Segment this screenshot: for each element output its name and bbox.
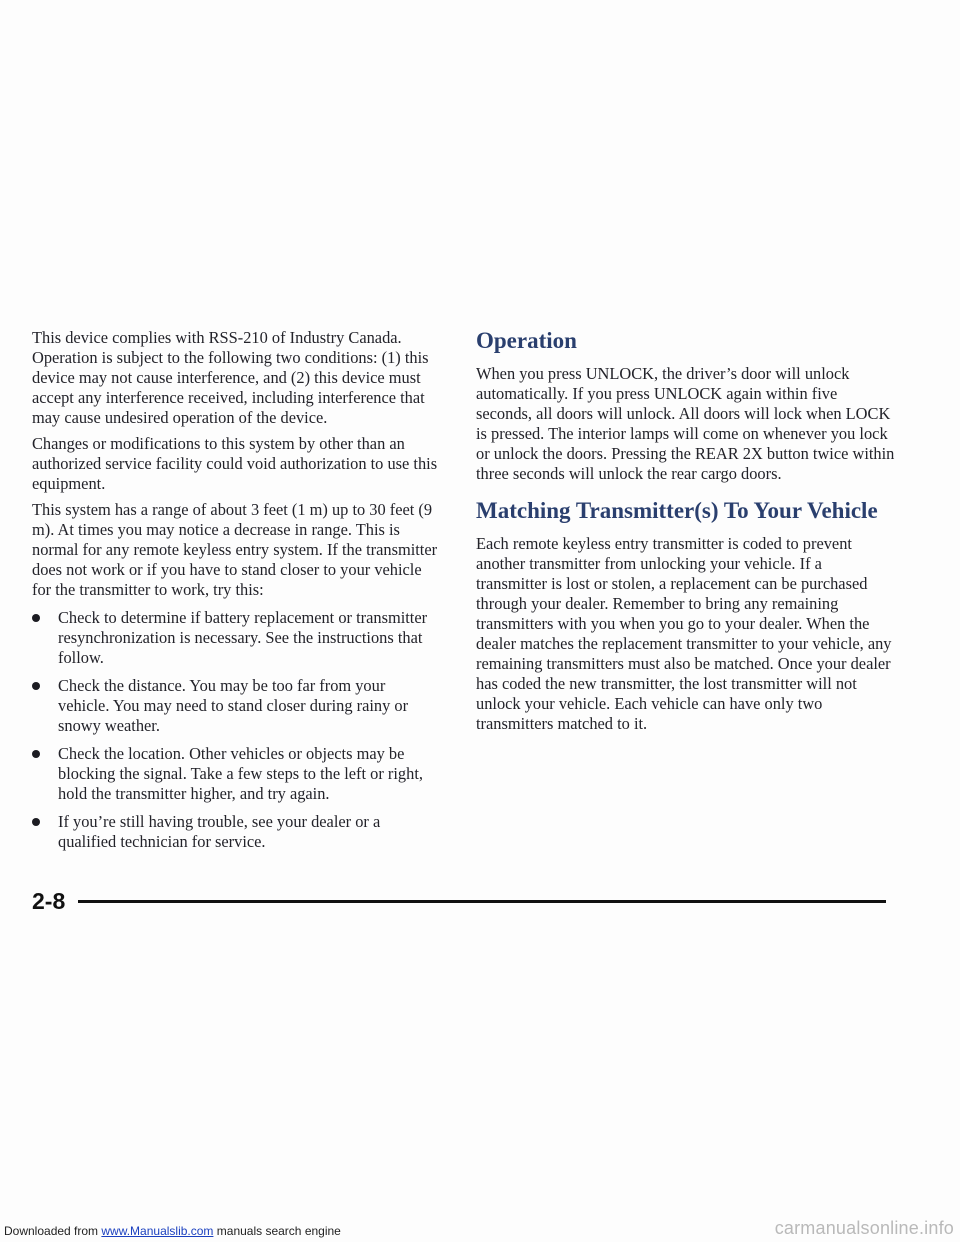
list-item (32, 744, 440, 804)
source-banner (4, 1224, 341, 1238)
modifications-paragraph: Changes or modifications to this system by other than an authorized service facility could void authorization to use this equipment. (32, 434, 438, 493)
source-prefix: Downloaded from (4, 1224, 102, 1238)
source-suffix: manuals search engine (213, 1224, 341, 1238)
operation-heading: Operation (476, 328, 577, 353)
bullet-icon (32, 750, 40, 758)
list-item-text: Check the distance. You may be too far from your vehicle. You may need to stand closer during rainy or snowy weather. (58, 676, 409, 735)
watermark: carmanualsonline.info (774, 1218, 954, 1238)
page-number: 2-8 (32, 888, 66, 914)
troubleshooting-list (32, 608, 440, 852)
list-item-text: If you’re still having trouble, see your dealer or a qualified technician for service. (58, 812, 381, 851)
list-item (32, 812, 440, 852)
operation-paragraph: When you press UNLOCK, the driver’s door will unlock automatically. If you press UNLOCK again within five seconds, all doors will unlock. All doors will lock when LOCK is pressed. The interior lamps will come on whenever you lock or unlock the doors. Pressing the REAR 2X button twice within three seconds will unlock the rear cargo doors. (476, 364, 895, 483)
bullet-icon (32, 614, 40, 622)
right-column (476, 326, 896, 740)
left-column (32, 328, 440, 860)
fcc-paragraph: This device complies with RSS-210 of Industry Canada. Operation is subject to the following two conditions: (1) this device may not cause interference, and (2) this device must accept any interference received, including interference that may cause undesired operation of the device. (32, 328, 429, 427)
list-item-text: Check the location. Other vehicles or objects may be blocking the signal. Take a few steps to the left or right, hold the transmitter higher, and try again. (58, 744, 423, 803)
range-paragraph: This system has a range of about 3 feet (1 m) up to 30 feet (9 m). At times you may notice a decrease in range. This is normal for any remote keyless entry system. If the transmitter does not work or if you have to stand closer to your vehicle for the transmitter to work, try this: (32, 500, 438, 599)
footer-rule (78, 900, 886, 903)
manualslib-link[interactable]: www.Manualslib.com (101, 1224, 214, 1238)
matching-heading: Matching Transmitter(s) To Your Vehicle (476, 498, 878, 523)
list-item (32, 676, 440, 736)
bullet-icon (32, 682, 40, 690)
list-item-text: Check to determine if battery replacement or transmitter resynchronization is necessary. See the instructions that follow. (58, 608, 428, 667)
list-item (32, 608, 440, 668)
matching-paragraph: Each remote keyless entry transmitter is coded to prevent another transmitter from unlocking your vehicle. If a transmitter is lost or stolen, a replacement can be purchased through your dealer. Remember to bring any remaining transmitters with you when you go to your dealer. When the dealer matches the replacement transmitter to your vehicle, any remaining transmitters must also be matched. Once your dealer has coded the new transmitter, the lost transmitter will not unlock your vehicle. Each vehicle can have only two transmitters matched to it. (476, 534, 892, 733)
bullet-icon (32, 818, 40, 826)
